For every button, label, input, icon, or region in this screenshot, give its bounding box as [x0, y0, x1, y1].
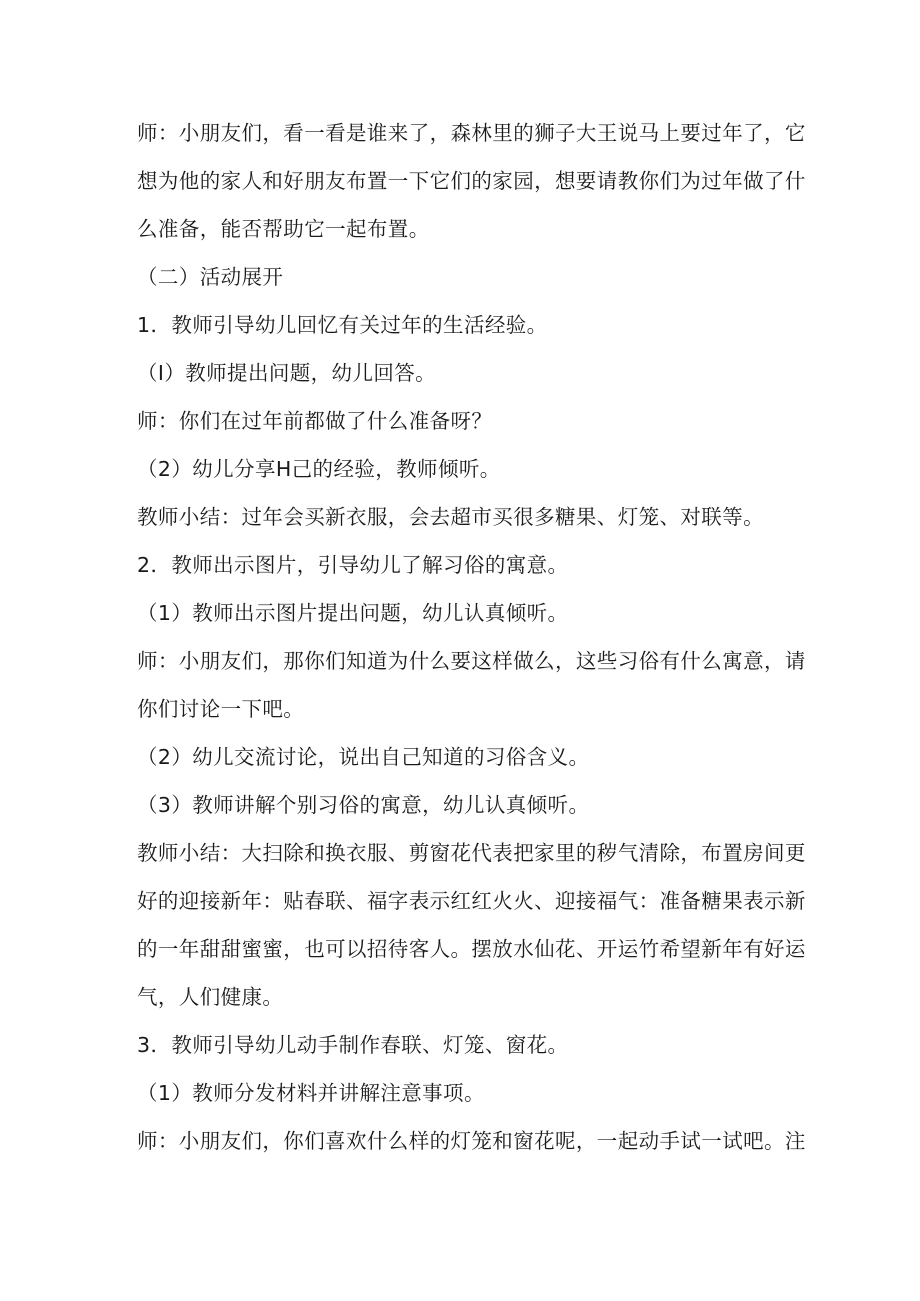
text-line: 师：你们在过年前都做了什么准备呀？	[137, 409, 493, 433]
text-line: （I）教师提出问题，幼儿回答。	[137, 361, 437, 385]
text-line: 师：小朋友们，看一看是谁来了，森林里的狮子大王说马上要过年了，它	[137, 121, 806, 145]
text-line: 师：小朋友们，那你们知道为什么要这样做么，这些习俗有什么寓意，请	[137, 649, 806, 673]
step-heading: 3．教师引导幼儿动手制作春联、灯笼、窗花。	[137, 1033, 569, 1057]
step-heading: 2．教师出示图片，引导幼儿了解习俗的寓意。	[137, 553, 569, 577]
text-line: 气，人们健康。	[137, 985, 284, 1009]
text-line: 教师小结：大扫除和换衣服、剪窗花代表把家里的秽气清除，布置房间更	[137, 841, 806, 865]
text-line: 想为他的家人和好朋友布置一下它们的家园，想要请教你们为过年做了什	[137, 169, 806, 193]
text-line: （1）教师分发材料并讲解注意事项。	[137, 1081, 485, 1105]
text-line: 的一年甜甜蜜蜜，也可以招待客人。摆放水仙花、开运竹希望新年有好运	[137, 937, 806, 961]
text-line: 好的迎接新年：贴春联、福字表示红红火火、迎接福气：准备糖果表示新	[137, 889, 806, 913]
text-line: （1）教师出示图片提出问题，幼儿认真倾听。	[137, 601, 569, 625]
section-heading: （二）活动展开	[137, 265, 284, 289]
text-line: 师：小朋友们，你们喜欢什么样的灯笼和窗花呢，一起动手试一试吧。注	[137, 1129, 806, 1153]
step-heading: 1．教师引导幼儿回忆有关过年的生活经验。	[137, 313, 548, 337]
text-line: 你们讨论一下吧。	[137, 697, 305, 721]
text-line: 么准备，能否帮助它一起布置。	[137, 217, 430, 241]
text-line: （2）幼儿交流讨论，说出自己知道的习俗含义。	[137, 745, 590, 769]
text-line: （2）幼儿分享H己的经验，教师倾听。	[137, 457, 501, 481]
text-line: 教师小结：过年会买新衣服，会去超市买很多糖果、灯笼、对联等。	[137, 505, 764, 529]
text-line: （3）教师讲解个别习俗的寓意，幼儿认真倾听。	[137, 793, 590, 817]
